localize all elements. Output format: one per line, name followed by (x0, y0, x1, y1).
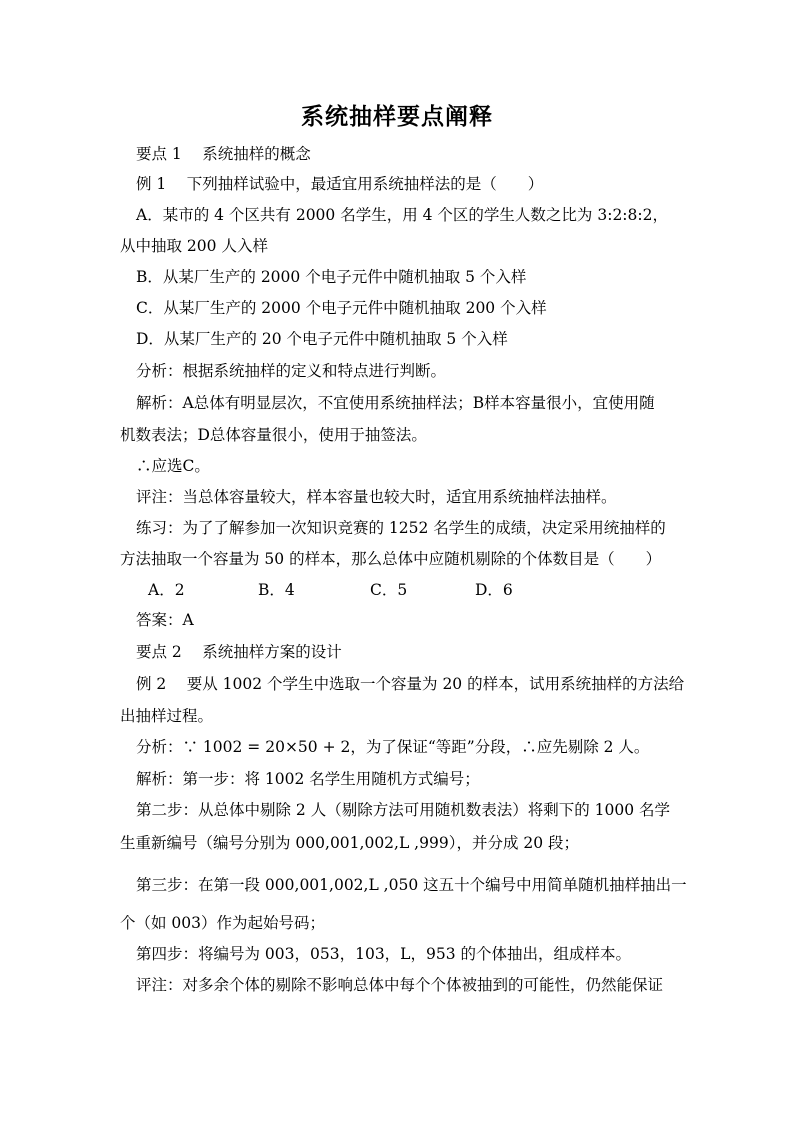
section-heading-1: 要点 1 系统抽样的概念 (136, 145, 311, 163)
step-3-line2: 个（如 003）作为起始号码； (120, 914, 326, 932)
exercise-option-a: A．2 (148, 581, 185, 599)
option-a-line1: A．某市的 4 个区共有 2000 名学生，用 4 个区的学生人数之比为 3:2:8:2， (136, 206, 668, 224)
solution-1-line2: 机数表法；D总体容量很小，使用于抽签法。 (120, 426, 427, 444)
solution-1-line1: 解析：A总体有明显层次，不宜使用系统抽样法；B样本容量很小，宜使用随 (136, 394, 655, 412)
answer-choice: ∴应选C。 (136, 457, 210, 475)
example-2-line2: 出抽样过程。 (120, 707, 214, 725)
example-2-line1: 例 2 要从 1002 个学生中选取一个容量为 20 的样本，试用系统抽样的方法给 (136, 675, 685, 693)
option-c: C．从某厂生产的 2000 个电子元件中随机抽取 200 个入样 (136, 299, 547, 317)
option-d: D．从某厂生产的 20 个电子元件中随机抽取 5 个入样 (136, 330, 508, 348)
comment-1: 评注：当总体容量较大，样本容量也较大时，适宜用系统抽样法抽样。 (136, 488, 617, 506)
step-2-line1: 第二步：从总体中剔除 2 人（剔除方法可用随机数表法）将剩下的 1000 名学 (136, 801, 671, 819)
exercise-option-c: C．5 (370, 581, 408, 599)
exercise-answer: 答案：A (136, 611, 194, 629)
step-3-line1: 第三步：在第一段 000,001,002,L ,050 这五十个编号中用简单随机抽样抽出一 (136, 876, 687, 894)
step-1: 解析：第一步：将 1002 名学生用随机方式编号； (136, 770, 480, 788)
exercise-line2: 方法抽取一个容量为 50 的样本，那么总体中应随机剔除的个体数目是（ ） (120, 550, 662, 568)
step-2-line2: 生重新编号（编号分别为 000,001,002,L ,999），并分成 20 段； (120, 834, 580, 852)
option-b: B．从某厂生产的 2000 个电子元件中随机抽取 5 个入样 (136, 268, 527, 286)
step-4: 第四步：将编号为 003，053，103，L，953 的个体抽出，组成样本。 (136, 945, 631, 963)
analysis-2: 分析：∵ 1002 = 20×50 + 2，为了保证“等距”分段，∴应先剔除 2 人。 (136, 738, 650, 756)
exercise-option-d: D．6 (475, 581, 513, 599)
page-title: 系统抽样要点阐释 (301, 103, 493, 130)
exercise-option-b: B．4 (258, 581, 295, 599)
comment-2: 评注：对多余个体的剔除不影响总体中每个个体被抽到的可能性，仍然能保证 (136, 976, 664, 994)
option-a-line2: 从中抽取 200 人入样 (120, 237, 268, 255)
section-heading-2: 要点 2 系统抽样方案的设计 (136, 643, 342, 661)
analysis-1: 分析：根据系统抽样的定义和特点进行判断。 (136, 362, 447, 380)
exercise-line1: 练习：为了了解参加一次知识竞赛的 1252 名学生的成绩，决定采用统抽样的 (136, 519, 666, 537)
example-1-question: 例 1 下列抽样试验中，最适宜用系统抽样法的是（ ） (136, 175, 544, 193)
